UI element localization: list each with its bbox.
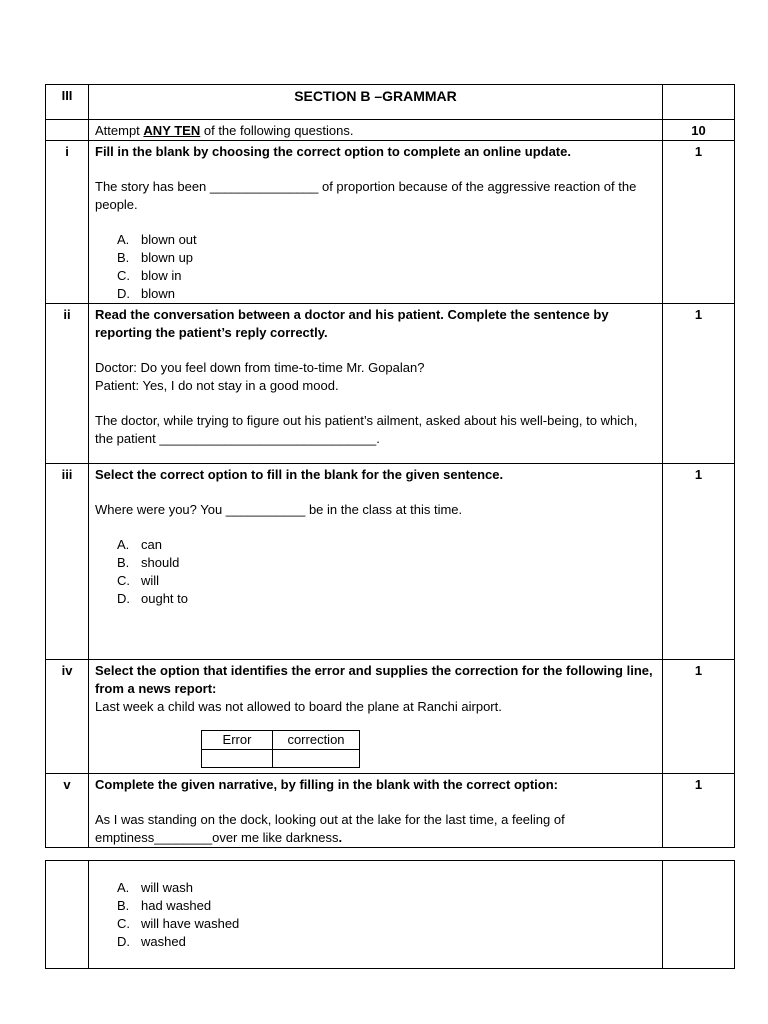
question-prompt: Complete the given narrative, by filling in the blank with the correct option: [95,777,558,792]
question-row [46,774,735,848]
question-marks: 1 [663,304,735,464]
question-number: i [46,141,89,304]
continuation-table [45,860,735,969]
question-row [46,304,735,464]
question-body [89,774,663,848]
questions-table [45,84,735,848]
question-body [89,861,663,969]
options-list [95,536,656,608]
option-item: A. will wash [117,880,194,895]
question-prompt: Select the correct option to fill in the blank for the given sentence. [95,467,504,482]
error-answer-cell [202,750,273,768]
question-text: As I was standing on the dock, looking out at the lake for the last time, a feeling of emptiness________over me like darkness. [95,812,565,845]
option-item: C. will have washed [117,916,240,931]
option-item: A. can [117,537,162,552]
correction-header: correction [273,731,360,750]
instruction-row [46,120,735,141]
total-marks: 10 [663,120,735,141]
question-marks: 1 [663,660,735,774]
question-prompt: Fill in the blank by choosing the correct option to complete an online update. [95,144,571,159]
correction-answer-cell [273,750,360,768]
question-body [89,464,663,660]
option-item: B. had washed [117,898,212,913]
options-list [95,231,656,303]
option-item: B. should [117,555,180,570]
question-row [46,660,735,774]
question-prompt: Read the conversation between a doctor and his patient. Complete the sentence by reporting the patient’s reply correctly. [95,307,609,340]
question-text: Where were you? You ___________ be in the class at this time. [95,502,463,517]
error-header: Error [202,731,273,750]
question-row-continued [46,861,735,969]
question-text: The doctor, while trying to figure out his patient’s ailment, asked about his well-being, to which, the patient ______________________________. [95,413,638,446]
option-item: C. will [117,573,160,588]
question-body [89,304,663,464]
question-row [46,464,735,660]
option-item: D. blown [117,286,175,301]
section-number: III [46,85,89,120]
question-number: iii [46,464,89,660]
question-number: iv [46,660,89,774]
option-item: A. blown out [117,232,197,247]
question-number: v [46,774,89,848]
question-row [46,141,735,304]
question-marks: 1 [663,774,735,848]
error-correction-table [201,730,360,768]
question-body [89,141,663,304]
instruction-emphasis: ANY TEN [143,123,201,138]
section-title: SECTION B –GRAMMAR [294,88,457,104]
question-text: Last week a child was not allowed to board the plane at Ranchi airport. [95,699,502,714]
question-marks: 1 [663,464,735,660]
option-item: C. blow in [117,268,182,283]
question-text: The story has been _______________ of proportion because of the aggressive reaction of the people. [95,179,637,212]
question-body [89,660,663,774]
question-number: ii [46,304,89,464]
dialogue-line: Patient: Yes, I do not stay in a good mood. [95,378,339,393]
option-item: D. washed [117,934,186,949]
question-marks: 1 [663,141,735,304]
question-prompt: Select the option that identifies the error and supplies the correction for the following line, from a news report: [95,663,653,696]
option-item: B. blown up [117,250,194,265]
section-header-row [46,85,735,120]
option-item: D. ought to [117,591,188,606]
options-list [95,879,656,951]
instruction: Attempt ANY TEN of the following questions. [89,120,663,141]
section-title-cell [89,85,663,120]
dialogue-line: Doctor: Do you feel down from time-to-time Mr. Gopalan? [95,360,425,375]
